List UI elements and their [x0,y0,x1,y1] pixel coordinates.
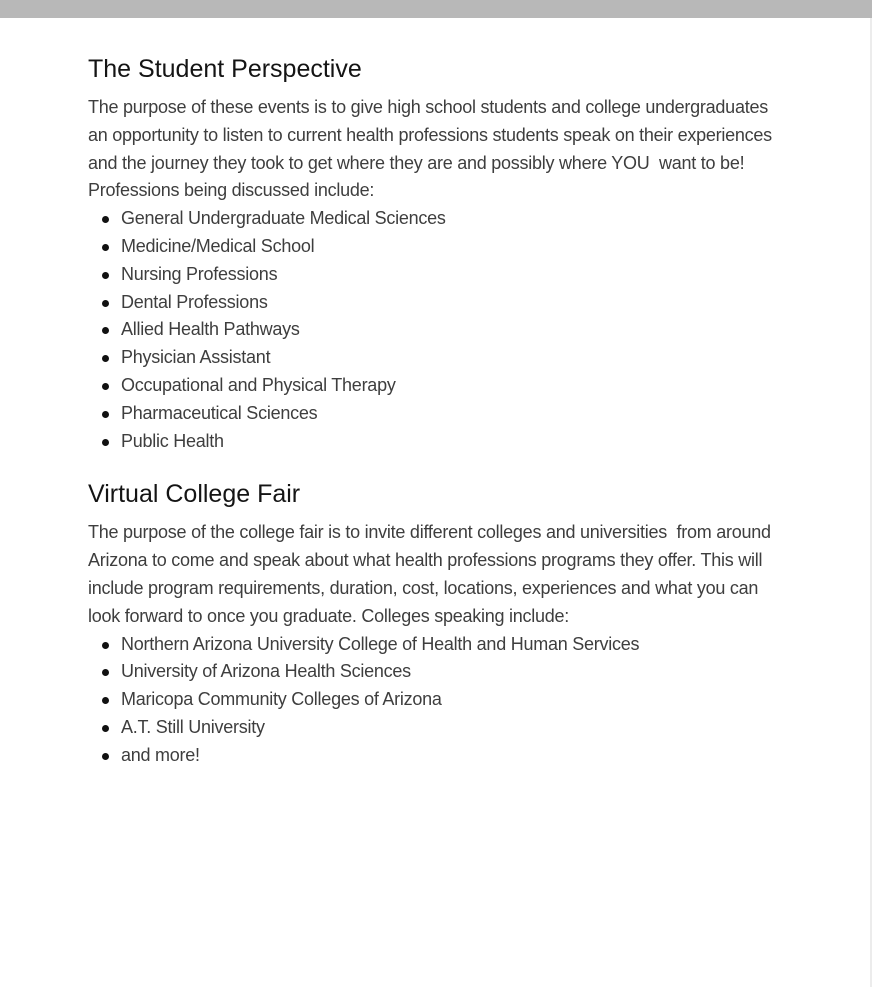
list-item: Dental Professions [88,289,788,317]
list-item: Nursing Professions [88,261,788,289]
main-content [88,54,788,770]
list-item: Occupational and Physical Therapy [88,372,788,400]
college-fair-title: Virtual College Fair [88,480,301,509]
student-perspective-section [88,54,788,455]
college-fair-paragraph: The purpose of the college fair is to invite different colleges and universities from around Arizona to come and speak about what health professions programs they offer. This will include program requirements, duration, cost, locations, experiences and what you can look forward to once you graduate. Colleges speaking include: [88,522,775,626]
professions-list [88,205,788,455]
list-item: Northern Arizona University College of Health and Human Services [88,631,788,659]
list-item: General Undergraduate Medical Sciences [88,205,788,233]
student-perspective-title: The Student Perspective [88,55,362,83]
list-item: Pharmaceutical Sciences [88,400,788,428]
student-perspective-paragraph: The purpose of these events is to give high school students and college undergraduates an opportunity to listen to current health professions students speak on their experiences and the journey they took to get where they are and possibly where YOU want to be! Professions being discussed include: [88,97,777,201]
list-item: University of Arizona Health Sciences [88,658,788,686]
list-item: Physician Assistant [88,344,788,372]
list-item: Medicine/Medical School [88,233,788,261]
list-item: A.T. Still University [88,714,788,742]
top-bar [0,0,872,18]
colleges-list [88,631,788,770]
list-item: Allied Health Pathways [88,316,788,344]
college-fair-section [88,479,788,769]
list-item: Public Health [88,428,788,456]
list-item: Maricopa Community Colleges of Arizona [88,686,788,714]
list-item: and more! [88,742,788,770]
